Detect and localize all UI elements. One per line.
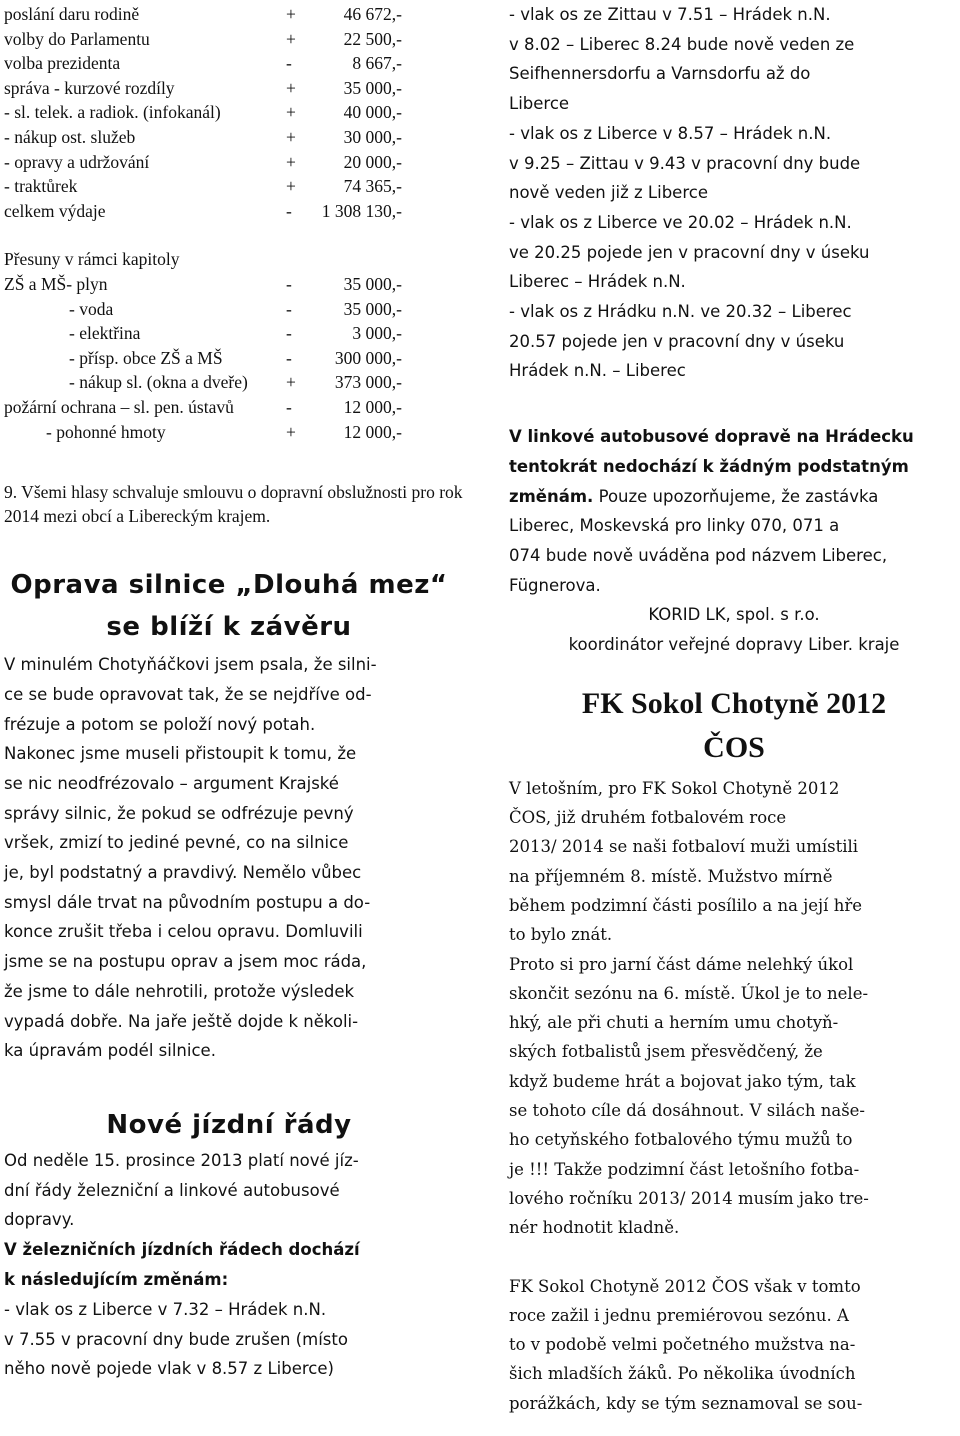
budget-row-sign: - (286, 298, 292, 319)
road-article (4, 564, 474, 1066)
text-line: skončit sezónu na 6. místě. Úkol je to nele- (509, 983, 869, 1003)
budget-row-amount: 35 000,- (343, 273, 402, 294)
bold-text: V linkové autobusové dopravě na Hrádecku (509, 427, 914, 447)
budget-row-label: - přísp. obce ZŠ a MŠ (69, 347, 223, 368)
text-line: ve 20.25 pojede jen v pracovní dny v úseku (509, 242, 870, 262)
bold-text: změnám. (509, 486, 594, 506)
budget-row-sign: + (286, 151, 296, 172)
text-line (509, 422, 959, 452)
budget-row (4, 150, 474, 175)
rail-changes-left (4, 1295, 474, 1384)
text-line: to bylo znát. (509, 925, 613, 945)
budget-table (4, 0, 474, 444)
budget-row-label: - voda (69, 298, 114, 319)
budget-row-label: ZŠ a MŠ- plyn (4, 273, 108, 294)
text-line: smysl dále trvat na původním postupu a do- (4, 892, 371, 912)
budget-row-sign: - (286, 273, 292, 294)
budget-row-sign: + (286, 176, 296, 197)
budget-row-sign: + (286, 77, 296, 98)
budget-row-amount: 12 000,- (343, 421, 402, 442)
budget-row (4, 174, 474, 199)
text-line: že jsme to dále nehrotili, protože výsledek (4, 981, 355, 1001)
budget-row (4, 346, 474, 371)
budget-row-label: - nákup sl. (okna a dveře) (69, 372, 248, 393)
budget-row-amount: 8 667,- (352, 53, 402, 74)
budget-row-amount: 35 000,- (343, 298, 402, 319)
text-line: Liberec – Hrádek n.N. (509, 272, 686, 292)
timetable-intro (4, 1146, 474, 1235)
timetable-title: Nové jízdní řády (106, 1109, 352, 1140)
sokol-paragraph-1 (509, 774, 959, 1243)
text-line: k následujícím změnám: (4, 1270, 229, 1290)
left-column (4, 0, 474, 1384)
timetable-signature: KORID LK, spol. s r.o. koordinátor veřejné dopravy Liber. kraje (568, 605, 900, 655)
bold-text: tentokrát nedochází k žádným podstatným (509, 456, 909, 476)
budget-row-label: poslání daru rodině (4, 4, 140, 24)
text-line: to v podobě velmi početného mužstva na- (509, 1335, 856, 1355)
budget-row (4, 76, 474, 101)
budget-row-sign: + (286, 28, 296, 49)
budget-row-label: - opravy a udržování (4, 151, 150, 172)
text-line: v 8.02 – Liberec 8.24 bude nově veden ze (509, 34, 855, 54)
budget-row-amount: 35 000,- (343, 77, 402, 98)
budget-row (4, 297, 474, 322)
text-line: dopravy. (4, 1210, 75, 1230)
road-title: Oprava silnice „Dlouhá mez“ se blíží k závěru (10, 570, 448, 643)
text-line: 2013/ 2014 se naši fotbaloví muži umístili (509, 837, 859, 857)
budget-row-amount: 22 500,- (343, 28, 402, 49)
text-line: během podzimní části posílilo a na její hře (509, 895, 862, 915)
budget-row-sign: - (286, 396, 292, 417)
budget-row-amount: 46 672,- (343, 4, 402, 24)
budget-row (4, 395, 474, 420)
budget-row-label: - sl. telek. a radiok. (infokanál) (4, 102, 221, 123)
sokol-paragraph-2 (509, 1272, 959, 1418)
budget-row-amount: 20 000,- (343, 151, 402, 172)
text-line: Hrádek n.N. – Liberec (509, 361, 686, 381)
text-line: V železničních jízdních řádech dochází (4, 1240, 360, 1260)
text-line: 074 bude nově uváděna pod názvem Liberec, (509, 545, 888, 565)
budget-row-label: - elektřina (69, 323, 141, 344)
budget-row-sign: - (286, 53, 292, 74)
text-line: v 7.55 v pracovní dny bude zrušen (místo (4, 1329, 348, 1349)
budget-row (4, 321, 474, 346)
text-line: Od neděle 15. prosince 2013 platí nové jíz- (4, 1150, 359, 1170)
text-line: konce zrušit třeba i celou opravu. Domluvili (4, 922, 363, 942)
text-line: v 9.25 – Zittau v 9.43 v pracovní dny bude (509, 153, 861, 173)
sokol-title: FK Sokol Chotyně 2012 ČOS (581, 686, 887, 764)
text-line: vršek, zmizí to jediné pevné, co na silnice (4, 833, 349, 853)
text-line: jsme se na postupu oprav a jsem moc ráda, (4, 952, 367, 972)
text-line: Fügnerova. (509, 575, 601, 595)
budget-row (4, 125, 474, 150)
budget-row-sign: + (286, 372, 296, 393)
text-line: - vlak os z Hrádku n.N. ve 20.32 – Liberec (509, 302, 852, 322)
transfers-title: Přesuny v rámci kapitoly (4, 249, 180, 270)
budget-row-sign: + (286, 4, 296, 24)
text-line: porážkách, kdy se tým seznamoval se sou- (509, 1393, 863, 1413)
text-line: se nic neodfrézovalo – argument Krajské (4, 773, 339, 793)
text-line: dní řády železniční a linkové autobusové (4, 1180, 340, 1200)
text-line: FK Sokol Chotyně 2012 ČOS však v tomto (509, 1276, 861, 1296)
text-line: frézuje a potom se položí nový potah. (4, 714, 316, 734)
budget-row-sign: - (286, 347, 292, 368)
budget-row (4, 199, 474, 224)
text-line: nér hodnotit kladně. (509, 1218, 680, 1238)
text-line: nově veden již z Liberce (509, 183, 708, 203)
rail-heading (4, 1235, 474, 1295)
road-paragraph (4, 650, 474, 1066)
text-line: něho nově pojede vlak v 8.57 z Liberce) (4, 1359, 334, 1379)
text-line: je, byl podstatný a pravdivý. Nemělo vůbec (4, 863, 362, 883)
text-line: vypadá dobře. Na jaře ještě dojde k několi- (4, 1011, 359, 1031)
rail-changes-right (509, 0, 959, 386)
text-line: je !!! Takže podzimní část letošního fotba- (509, 1159, 860, 1179)
text-line: hký, ale při chuti a herním umu chotyň- (509, 1013, 839, 1033)
text-line: lového ročníku 2013/ 2014 musím jako tre- (509, 1188, 869, 1208)
budget-row (4, 51, 474, 76)
budget-row-label: - traktůrek (4, 176, 78, 197)
text-line: správy silnic, že pokud se odfrézuje pevný (4, 803, 354, 823)
text-line: ka úpravám podél silnice. (4, 1041, 216, 1061)
text-line: ho cetyňského fotbalového týmu mužů to (509, 1130, 853, 1150)
text-line: ČOS, již druhém fotbalovém roce (509, 808, 787, 828)
budget-row-label: celkem výdaje (4, 200, 106, 221)
budget-row-amount: 74 365,- (343, 176, 402, 197)
budget-row-label: - nákup ost. služeb (4, 126, 136, 147)
text-line: se tohoto cíle dá dosáhnout. V silách naše- (509, 1101, 865, 1121)
budget-row (4, 420, 474, 445)
budget-row (4, 100, 474, 125)
text-line: ce se bude opravovat tak, že se nejdříve od- (4, 684, 372, 704)
text-line: Proto si pro jarní část dáme nelehký úkol (509, 954, 854, 974)
budget-row-amount: 373 000,- (334, 372, 402, 393)
text-line: - vlak os z Liberce v 8.57 – Hrádek n.N. (509, 123, 832, 143)
text-line: ských fotbalistů jsem přesvědčený, že (509, 1042, 823, 1062)
budget-row (4, 27, 474, 52)
text-line: - vlak os ze Zittau v 7.51 – Hrádek n.N. (509, 5, 831, 24)
budget-row-label: správa - kurzové rozdíly (4, 77, 175, 98)
budget-row-sign: - (286, 323, 292, 344)
budget-row-amount: 40 000,- (343, 102, 402, 123)
text-line: Liberce (509, 94, 570, 114)
budget-row-amount: 3 000,- (352, 323, 402, 344)
budget-row (4, 2, 474, 27)
text-line: - vlak os z Liberce ve 20.02 – Hrádek n.N. (509, 212, 852, 232)
text-line (509, 482, 959, 512)
text-line: na příjemném 8. místě. Mužstvo mírně (509, 866, 833, 886)
budget-row-label: volby do Parlamentu (4, 28, 150, 49)
budget-item-9: 9. Všemi hlasy schvaluje smlouvu o dopravní obslužnosti pro rok 2014 mezi obcí a Libereckým krajem. (4, 482, 463, 527)
budget-row-amount: 1 308 130,- (321, 200, 402, 221)
budget-row-amount: 300 000,- (334, 347, 402, 368)
text-line: 20.57 pojede jen v pracovní dny v úseku (509, 331, 845, 351)
regular-text: Pouze upozorňujeme, že zastávka (593, 486, 879, 506)
budget-row (4, 370, 474, 395)
budget-row-label: - pohonné hmoty (46, 421, 166, 442)
budget-row-label: požární ochrana – sl. pen. ústavů (4, 396, 234, 417)
budget-row-amount: 30 000,- (343, 126, 402, 147)
budget-row-label: volba prezidenta (4, 53, 121, 74)
budget-row-sign: + (286, 421, 296, 442)
text-line: roce zažil i jednu premiérovou sezónu. A (509, 1305, 849, 1325)
text-line (509, 452, 959, 482)
text-line: když budeme hrát a bojovat jako tým, tak (509, 1071, 856, 1091)
bus-paragraph (509, 422, 959, 600)
text-line: Liberec, Moskevská pro linky 070, 071 a (509, 516, 840, 536)
budget-row-sign: + (286, 126, 296, 147)
text-line: V letošním, pro FK Sokol Chotyně 2012 (509, 778, 840, 798)
budget-row-sign: - (286, 200, 292, 221)
text-line: šich mladších žáků. Po několika úvodních (509, 1364, 856, 1384)
right-column (509, 0, 959, 1418)
text-line: - vlak os z Liberce v 7.32 – Hrádek n.N. (4, 1300, 327, 1320)
timetable-article (4, 1104, 474, 1384)
text-line: Nakonec jsme museli přistoupit k tomu, že (4, 744, 357, 764)
text-line: V minulém Chotyňáčkovi jsem psala, že silni- (4, 655, 377, 675)
budget-row (4, 272, 474, 297)
sokol-article (509, 682, 959, 1418)
budget-row-sign: + (286, 102, 296, 123)
budget-row-amount: 12 000,- (343, 396, 402, 417)
text-line: Seifhennersdorfu a Varnsdorfu až do (509, 64, 811, 84)
